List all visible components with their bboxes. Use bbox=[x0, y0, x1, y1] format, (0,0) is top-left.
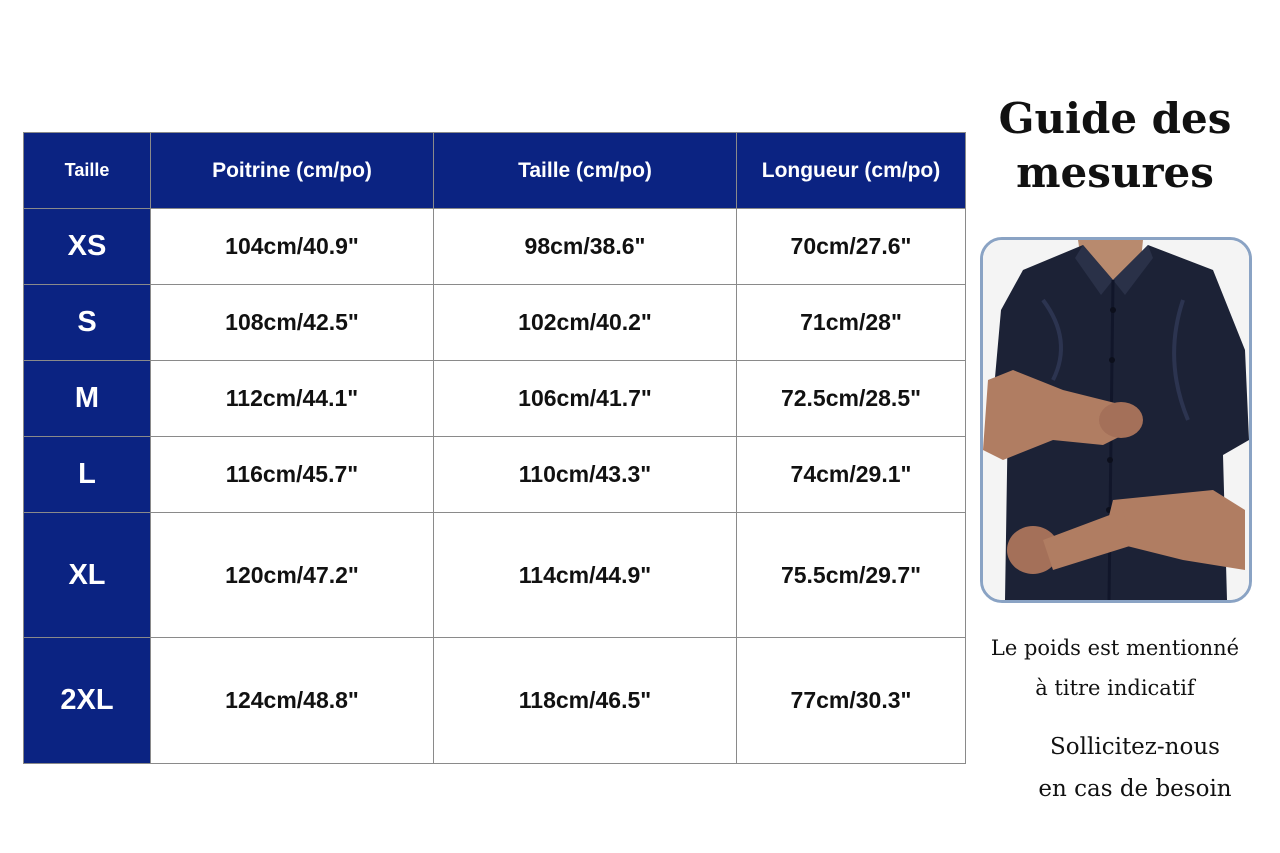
table-row-l bbox=[24, 436, 966, 512]
size-cell: M bbox=[24, 360, 151, 436]
waist-cell: 98cm/38.6" bbox=[434, 209, 737, 285]
length-cell: 71cm/28" bbox=[737, 284, 966, 360]
chest-cell: 108cm/42.5" bbox=[151, 284, 434, 360]
chest-cell: 124cm/48.8" bbox=[151, 638, 434, 764]
size-chart-table bbox=[23, 132, 966, 764]
header-chest: Poitrine (cm/po) bbox=[151, 133, 434, 209]
waist-cell: 114cm/44.9" bbox=[434, 512, 737, 638]
length-cell: 72.5cm/28.5" bbox=[737, 360, 966, 436]
table-header bbox=[24, 133, 966, 209]
table-row-s bbox=[24, 284, 966, 360]
size-cell: S bbox=[24, 284, 151, 360]
contact-note-line2: en cas de besoin bbox=[1038, 776, 1232, 802]
table-row-2xl bbox=[24, 638, 966, 764]
guide-title-line1: Guide des bbox=[998, 94, 1232, 143]
size-cell: XS bbox=[24, 209, 151, 285]
waist-cell: 106cm/41.7" bbox=[434, 360, 737, 436]
header-waist: Taille (cm/po) bbox=[434, 133, 737, 209]
guide-title bbox=[985, 92, 1245, 200]
header-size: Taille bbox=[24, 133, 151, 209]
header-length: Longueur (cm/po) bbox=[737, 133, 966, 209]
guide-title-line2: mesures bbox=[1016, 148, 1214, 197]
contact-note-line1: Sollicitez-nous bbox=[1050, 734, 1220, 760]
table-row-xl bbox=[24, 512, 966, 638]
waist-cell: 110cm/43.3" bbox=[434, 436, 737, 512]
length-cell: 70cm/27.6" bbox=[737, 209, 966, 285]
weight-note-line2: à titre indicatif bbox=[1035, 676, 1195, 700]
size-cell: XL bbox=[24, 512, 151, 638]
chest-cell: 104cm/40.9" bbox=[151, 209, 434, 285]
size-cell: L bbox=[24, 436, 151, 512]
header-row bbox=[24, 133, 966, 209]
shirt-model-image bbox=[983, 240, 1249, 600]
table-row-m bbox=[24, 360, 966, 436]
weight-note bbox=[965, 628, 1265, 708]
length-cell: 74cm/29.1" bbox=[737, 436, 966, 512]
table-row-xs bbox=[24, 209, 966, 285]
waist-cell: 118cm/46.5" bbox=[434, 638, 737, 764]
chest-cell: 120cm/47.2" bbox=[151, 512, 434, 638]
table-body bbox=[24, 209, 966, 764]
weight-note-line1: Le poids est mentionné bbox=[990, 636, 1240, 660]
length-cell: 77cm/30.3" bbox=[737, 638, 966, 764]
length-cell: 75.5cm/29.7" bbox=[737, 512, 966, 638]
product-photo-frame bbox=[980, 237, 1252, 603]
waist-cell: 102cm/40.2" bbox=[434, 284, 737, 360]
chest-cell: 112cm/44.1" bbox=[151, 360, 434, 436]
contact-note bbox=[1000, 726, 1270, 810]
size-cell: 2XL bbox=[24, 638, 151, 764]
chest-cell: 116cm/45.7" bbox=[151, 436, 434, 512]
